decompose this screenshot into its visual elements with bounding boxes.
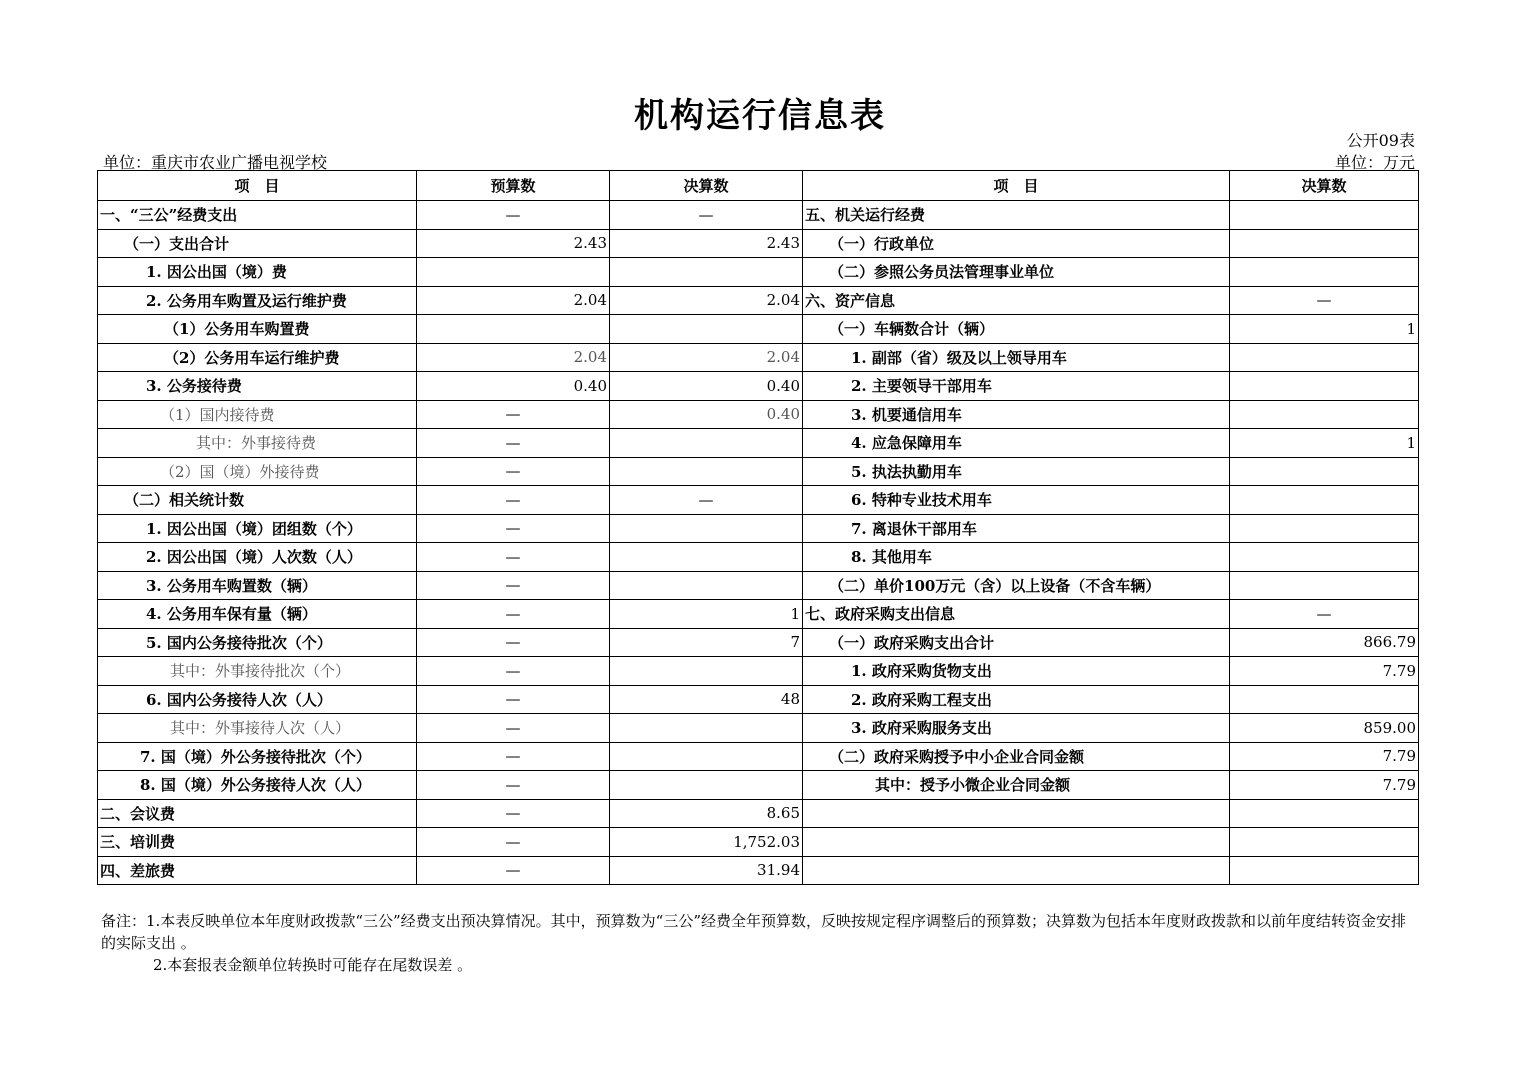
final-value: 7 <box>610 628 803 657</box>
budget-value: — <box>417 486 610 515</box>
table-row <box>98 286 1419 315</box>
budget-value: 2.04 <box>417 286 610 315</box>
budget-value: — <box>417 600 610 629</box>
final-value <box>610 771 803 800</box>
budget-value: — <box>417 714 610 743</box>
budget-value: — <box>417 514 610 543</box>
right-item-label: 3. 机要通信用车 <box>803 400 1230 429</box>
table-header-row <box>98 171 1419 201</box>
final-value <box>610 514 803 543</box>
header-left-item: 项 目 <box>98 171 417 201</box>
budget-value: 2.04 <box>417 343 610 372</box>
left-item-label: 6. 国内公务接待人次（人） <box>98 685 417 714</box>
budget-value: — <box>417 543 610 572</box>
left-item-label: 1. 因公出国（境）费 <box>98 258 417 287</box>
final-value: 8.65 <box>610 799 803 828</box>
budget-value: — <box>417 828 610 857</box>
right-final-value <box>1230 571 1419 600</box>
budget-value: — <box>417 628 610 657</box>
table-row <box>98 315 1419 344</box>
budget-value: 2.43 <box>417 229 610 258</box>
right-item-label: 4. 应急保障用车 <box>803 429 1230 458</box>
table-row <box>98 258 1419 287</box>
table-row <box>98 372 1419 401</box>
final-value: 48 <box>610 685 803 714</box>
budget-value: — <box>417 685 610 714</box>
right-final-value: 1 <box>1230 429 1419 458</box>
table-row <box>98 429 1419 458</box>
left-item-label: 5. 国内公务接待批次（个） <box>98 628 417 657</box>
final-value: 1 <box>610 600 803 629</box>
budget-value: — <box>417 571 610 600</box>
budget-value <box>417 315 610 344</box>
right-final-value <box>1230 372 1419 401</box>
currency-unit: 单位：万元 <box>1334 153 1415 172</box>
left-item-label: 二、会议费 <box>98 799 417 828</box>
table-row <box>98 771 1419 800</box>
right-item-label: 六、资产信息 <box>803 286 1230 315</box>
report-table <box>97 170 1419 885</box>
right-final-value <box>1230 799 1419 828</box>
right-final-value: 866.79 <box>1230 628 1419 657</box>
right-final-value <box>1230 229 1419 258</box>
left-item-label: 其中：外事接待费 <box>98 429 417 458</box>
header-right-final: 决算数 <box>1230 171 1419 201</box>
left-item-label: （一）支出合计 <box>98 229 417 258</box>
left-item-label: （二）相关统计数 <box>98 486 417 515</box>
right-item-label: （一）政府采购支出合计 <box>803 628 1230 657</box>
right-final-value: 859.00 <box>1230 714 1419 743</box>
notes-section <box>101 910 1419 976</box>
budget-value: — <box>417 201 610 230</box>
header-final: 决算数 <box>610 171 803 201</box>
left-item-label: （2）公务用车运行维护费 <box>98 343 417 372</box>
table-row <box>98 571 1419 600</box>
right-final-value <box>1230 258 1419 287</box>
table-row <box>98 685 1419 714</box>
right-item-label: 3. 政府采购服务支出 <box>803 714 1230 743</box>
right-final-value: 7.79 <box>1230 771 1419 800</box>
final-value <box>610 258 803 287</box>
right-item-label: 五、机关运行经费 <box>803 201 1230 230</box>
right-final-value <box>1230 400 1419 429</box>
final-value: 2.43 <box>610 229 803 258</box>
right-item-label: 7. 离退休干部用车 <box>803 514 1230 543</box>
left-item-label: （1）公务用车购置费 <box>98 315 417 344</box>
final-value <box>610 315 803 344</box>
left-item-label: 4. 公务用车保有量（辆） <box>98 600 417 629</box>
right-item-label: （一）车辆数合计（辆） <box>803 315 1230 344</box>
table-row <box>98 799 1419 828</box>
budget-value <box>417 258 610 287</box>
final-value: 0.40 <box>610 400 803 429</box>
final-value <box>610 714 803 743</box>
left-item-label: 8. 国（境）外公务接待人次（人） <box>98 771 417 800</box>
right-item-label: 1. 副部（省）级及以上领导用车 <box>803 343 1230 372</box>
right-item-label: 6. 特种专业技术用车 <box>803 486 1230 515</box>
note-2: 2.本套报表金额单位转换时可能存在尾数误差 。 <box>153 956 473 974</box>
table-row <box>98 714 1419 743</box>
right-item-label: 其中：授予小微企业合同金额 <box>803 771 1230 800</box>
table-row <box>98 543 1419 572</box>
final-value <box>610 429 803 458</box>
final-value <box>610 543 803 572</box>
right-final-value <box>1230 543 1419 572</box>
final-value: — <box>610 486 803 515</box>
final-value <box>610 571 803 600</box>
final-value: 0.40 <box>610 372 803 401</box>
page-title: 机构运行信息表 <box>634 96 886 136</box>
table-row <box>98 229 1419 258</box>
budget-value: 0.40 <box>417 372 610 401</box>
final-value <box>610 742 803 771</box>
final-value: 2.04 <box>610 286 803 315</box>
budget-value: — <box>417 742 610 771</box>
header-right-item: 项 目 <box>803 171 1230 201</box>
budget-value: — <box>417 771 610 800</box>
right-final-value <box>1230 514 1419 543</box>
header-budget: 预算数 <box>417 171 610 201</box>
budget-value: — <box>417 400 610 429</box>
final-value: 31.94 <box>610 856 803 885</box>
final-value <box>610 457 803 486</box>
right-item-label: 8. 其他用车 <box>803 543 1230 572</box>
table-row <box>98 856 1419 885</box>
note-1: 备注：1.本表反映单位本年度财政拨款“三公”经费支出预决算情况。其中，预算数为“三公”经费全年预算数，反映按规定程序调整后的预算数；决算数为包括本年度财政拨款和以前年度结转资金安排的实际支出 。 <box>101 912 1406 952</box>
final-value: 2.04 <box>610 343 803 372</box>
left-item-label: 其中：外事接待批次（个） <box>98 657 417 686</box>
reporting-unit: 单位：重庆市农业广播电视学校 <box>103 153 328 172</box>
left-item-label: （2）国（境）外接待费 <box>98 457 417 486</box>
right-item-label <box>803 799 1230 828</box>
left-item-label: 7. 国（境）外公务接待批次（个） <box>98 742 417 771</box>
left-item-label: 3. 公务用车购置数（辆） <box>98 571 417 600</box>
budget-value: — <box>417 799 610 828</box>
left-item-label: 一、“三公”经费支出 <box>98 201 417 230</box>
final-value <box>610 657 803 686</box>
right-item-label: 5. 执法执勤用车 <box>803 457 1230 486</box>
table-row <box>98 742 1419 771</box>
left-item-label: （1）国内接待费 <box>98 400 417 429</box>
budget-value: — <box>417 429 610 458</box>
right-final-value <box>1230 828 1419 857</box>
right-final-value <box>1230 685 1419 714</box>
table-row <box>98 343 1419 372</box>
left-item-label: 2. 公务用车购置及运行维护费 <box>98 286 417 315</box>
table-row <box>98 600 1419 629</box>
right-final-value <box>1230 486 1419 515</box>
table-row <box>98 201 1419 230</box>
final-value: 1,752.03 <box>610 828 803 857</box>
left-item-label: 2. 因公出国（境）人次数（人） <box>98 543 417 572</box>
right-final-value <box>1230 856 1419 885</box>
right-final-value: 1 <box>1230 315 1419 344</box>
right-item-label: （二）政府采购授予中小企业合同金额 <box>803 742 1230 771</box>
form-number: 公开09表 <box>1346 131 1415 150</box>
table-row <box>98 400 1419 429</box>
right-final-value <box>1230 343 1419 372</box>
table-row <box>98 457 1419 486</box>
right-final-value <box>1230 457 1419 486</box>
table-row <box>98 628 1419 657</box>
right-item-label: 2. 主要领导干部用车 <box>803 372 1230 401</box>
right-item-label: （一）行政单位 <box>803 229 1230 258</box>
right-item-label: 1. 政府采购货物支出 <box>803 657 1230 686</box>
table-row <box>98 486 1419 515</box>
right-item-label: 2. 政府采购工程支出 <box>803 685 1230 714</box>
left-item-label: 三、培训费 <box>98 828 417 857</box>
right-item-label: 七、政府采购支出信息 <box>803 600 1230 629</box>
final-value: — <box>610 201 803 230</box>
budget-value: — <box>417 457 610 486</box>
right-final-value: 7.79 <box>1230 657 1419 686</box>
table-row <box>98 657 1419 686</box>
right-final-value: — <box>1230 286 1419 315</box>
left-item-label: 1. 因公出国（境）团组数（个） <box>98 514 417 543</box>
right-final-value: 7.79 <box>1230 742 1419 771</box>
left-item-label: 四、差旅费 <box>98 856 417 885</box>
right-item-label: （二）单价100万元（含）以上设备（不含车辆） <box>803 571 1230 600</box>
table-row <box>98 828 1419 857</box>
left-item-label: 其中：外事接待人次（人） <box>98 714 417 743</box>
right-item-label <box>803 828 1230 857</box>
right-final-value: — <box>1230 600 1419 629</box>
budget-value: — <box>417 657 610 686</box>
right-item-label: （二）参照公务员法管理事业单位 <box>803 258 1230 287</box>
left-item-label: 3. 公务接待费 <box>98 372 417 401</box>
right-final-value <box>1230 201 1419 230</box>
right-item-label <box>803 856 1230 885</box>
table-row <box>98 514 1419 543</box>
budget-value: — <box>417 856 610 885</box>
